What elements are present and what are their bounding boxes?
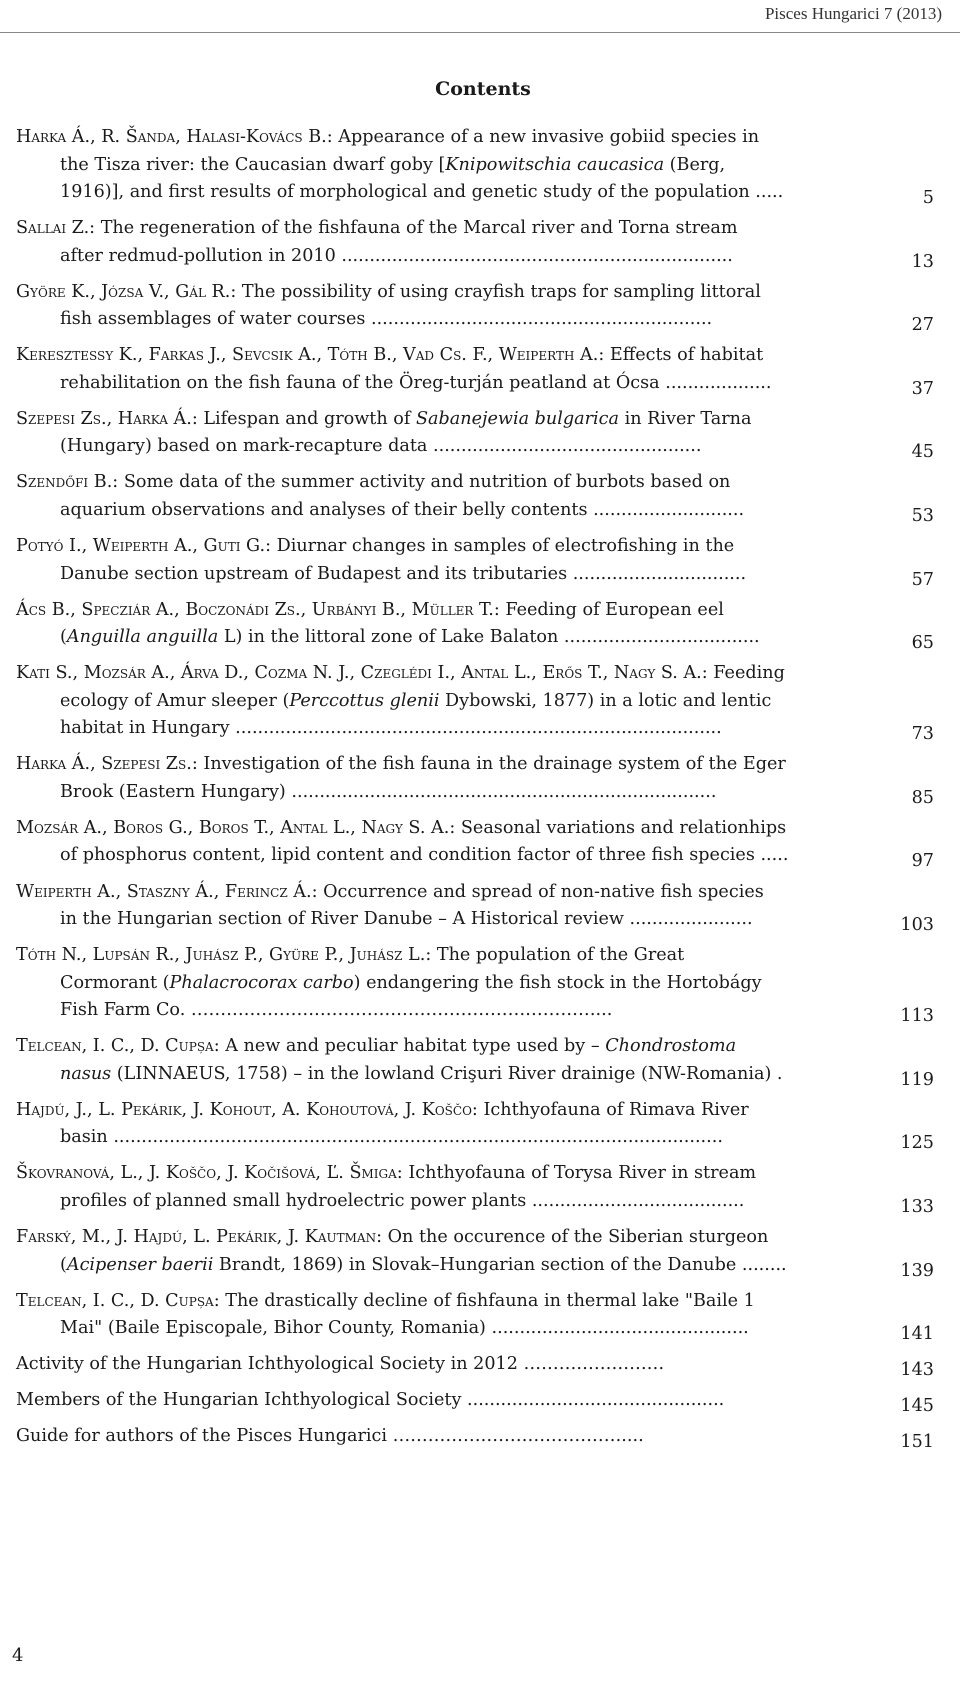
toc-authors: Tóth N., Lupsán R., Juhász P., Gyüre P., Juhász L. bbox=[16, 945, 426, 966]
toc-title-text: : Feeding bbox=[701, 663, 785, 684]
toc-entry[interactable] bbox=[16, 660, 936, 743]
toc-entry-line bbox=[16, 1033, 936, 1061]
toc-authors: Szendőfi B. bbox=[16, 472, 113, 493]
toc-title-text: Danube section upstream of Budapest and its tributaries ............................... bbox=[60, 563, 747, 584]
toc-authors: Škovranová, L., J. Koščo, J. Kočišová, Ľ. Šmiga bbox=[16, 1163, 397, 1184]
toc-page-number: 151 bbox=[900, 1432, 934, 1453]
toc-entry-line bbox=[16, 1061, 936, 1089]
toc-authors: Telcean, I. C., D. Cupșa bbox=[16, 1290, 214, 1311]
toc-page-number: 145 bbox=[900, 1396, 934, 1417]
toc-page-number: 85 bbox=[911, 787, 934, 808]
toc-title-text: of phosphorus content, lipid content and condition factor of three fish species ..... bbox=[60, 845, 789, 866]
toc-title-text: : Lifespan and growth of Sabanejewia bulgarica in River Tarna bbox=[191, 408, 752, 429]
toc-entry[interactable] bbox=[16, 469, 936, 524]
toc-authors: Ács B., Specziár A., Boczonádi Zs., Urbányi B., Müller T. bbox=[16, 599, 494, 620]
toc-page-number: 119 bbox=[900, 1069, 934, 1090]
toc-title-text: : Some data of the summer activity and nutrition of burbots based on bbox=[112, 472, 731, 493]
toc-entry[interactable] bbox=[16, 1387, 936, 1415]
toc-title-text: Activity of the Hungarian Ichthyological Society in 2012 …………………… bbox=[16, 1354, 665, 1375]
toc-page-number: 57 bbox=[911, 569, 934, 590]
toc-authors: Telcean, I. C., D. Cupșa bbox=[16, 1036, 214, 1057]
toc-title-text: fish assemblages of water courses ............................................................. bbox=[60, 309, 713, 330]
toc-title-text: aquarium observations and analyses of their belly contents ........................... bbox=[60, 499, 745, 520]
toc-entry[interactable] bbox=[16, 1033, 936, 1088]
toc-page-number: 37 bbox=[911, 378, 934, 399]
toc-entry-line bbox=[16, 688, 936, 716]
toc-page-number: 97 bbox=[911, 851, 934, 872]
toc-entry-line bbox=[16, 1124, 936, 1152]
toc-entry-line bbox=[16, 469, 936, 497]
toc-entry-line bbox=[16, 715, 936, 743]
journal-title: Pisces Hungarici 7 (2013) bbox=[764, 4, 942, 23]
toc-entry-line bbox=[16, 561, 936, 589]
toc-entry[interactable] bbox=[16, 942, 936, 1025]
toc-title-text: basin ............................................................................................................. bbox=[60, 1127, 723, 1148]
toc-entry-line bbox=[16, 152, 936, 180]
toc-title-text: : Ichthyofauna of Torysa River in stream bbox=[396, 1163, 757, 1184]
toc-entry-line bbox=[16, 1387, 936, 1415]
toc-entry-line bbox=[16, 1288, 936, 1316]
toc-entry-line bbox=[16, 997, 936, 1025]
toc-title-text: ecology of Amur sleeper (Perccottus glenii Dybowski, 1877) in a lotic and lentic bbox=[60, 690, 772, 711]
toc-title-text: Mai" (Baile Episcopale, Bihor County, Romania) .............................................. bbox=[60, 1318, 749, 1339]
toc-entry-line bbox=[16, 497, 936, 525]
toc-entry[interactable] bbox=[16, 533, 936, 588]
toc-entry[interactable] bbox=[16, 279, 936, 334]
toc-entry-line bbox=[16, 942, 936, 970]
toc-entry-line bbox=[16, 970, 936, 998]
toc-entry-line bbox=[16, 533, 936, 561]
toc-title-text: (Acipenser baerii Brandt, 1869) in Slovak–Hungarian section of the Danube ........ bbox=[60, 1254, 787, 1275]
toc-entry[interactable] bbox=[16, 215, 936, 270]
toc-page-number: 141 bbox=[900, 1324, 934, 1345]
toc-page-number: 133 bbox=[900, 1196, 934, 1217]
toc-title-text: Brook (Eastern Hungary) ............................................................................ bbox=[60, 781, 717, 802]
page-title: Contents bbox=[435, 78, 531, 100]
toc-title-text: (Hungary) based on mark-recapture data ................................................ bbox=[60, 436, 702, 457]
toc-entry[interactable] bbox=[16, 1288, 936, 1343]
toc-page-number: 53 bbox=[911, 505, 934, 526]
toc-entry-line bbox=[16, 342, 936, 370]
toc-entry-line bbox=[16, 751, 936, 779]
toc-entry[interactable] bbox=[16, 815, 936, 870]
toc-authors: Györe K., Józsa V., Gál R. bbox=[16, 281, 231, 302]
toc-entry[interactable] bbox=[16, 1224, 936, 1279]
toc-entry[interactable] bbox=[16, 406, 936, 461]
toc-entry-line bbox=[16, 1160, 936, 1188]
toc-entry-line bbox=[16, 779, 936, 807]
toc-entry-line bbox=[16, 906, 936, 934]
toc-title-text: : Ichthyofauna of Rimava River bbox=[471, 1099, 749, 1120]
toc-entry-line bbox=[16, 1252, 936, 1280]
toc-page-number: 65 bbox=[911, 633, 934, 654]
toc-entry-line bbox=[16, 370, 936, 398]
toc-entry-line bbox=[16, 1351, 936, 1379]
toc-page-number: 125 bbox=[900, 1133, 934, 1154]
toc-title-text: Cormorant (Phalacrocorax carbo) endangering the fish stock in the Hortobágy bbox=[60, 972, 762, 993]
toc-entry[interactable] bbox=[16, 342, 936, 397]
toc-title-text: the Tisza river: the Caucasian dwarf goby [Knipowitschia caucasica (Berg, bbox=[60, 154, 726, 175]
toc-title-text: in the Hungarian section of River Danube – A Historical review ...................... bbox=[60, 909, 753, 930]
toc-entry[interactable] bbox=[16, 879, 936, 934]
toc-authors: Mozsár A., Boros G., Boros T., Antal L., Nagy S. A. bbox=[16, 817, 450, 838]
toc-title-text: : Effects of habitat bbox=[598, 345, 764, 366]
toc-title-text: : Occurrence and spread of non-native fish species bbox=[311, 881, 764, 902]
toc-title-text: : The possibility of using crayfish traps for sampling littoral bbox=[230, 281, 761, 302]
toc-entry-line bbox=[16, 597, 936, 625]
toc-authors: Farský, M., J. Hajdú, L. Pekárik, J. Kautman bbox=[16, 1227, 377, 1247]
toc-entry-line bbox=[16, 1224, 936, 1252]
toc-page-number: 143 bbox=[900, 1360, 934, 1381]
toc-title-text: : The drastically decline of fishfauna in thermal lake "Baile 1 bbox=[213, 1290, 755, 1311]
toc-entry-line bbox=[16, 215, 936, 243]
toc-title-text: : Diurnar changes in samples of electrofishing in the bbox=[265, 536, 735, 557]
toc-title-text: profiles of planned small hydroelectric power plants ...................................... bbox=[60, 1190, 745, 1211]
toc-entry[interactable] bbox=[16, 124, 936, 207]
toc-entry-line bbox=[16, 815, 936, 843]
toc-page-number: 45 bbox=[911, 442, 934, 463]
toc-authors: Weiperth A., Staszny Á., Ferincz Á. bbox=[16, 881, 312, 902]
toc-entry[interactable] bbox=[16, 1160, 936, 1215]
toc-entry-line bbox=[16, 1423, 936, 1451]
toc-page-number: 5 bbox=[922, 188, 934, 208]
toc-page-number: 103 bbox=[900, 915, 934, 936]
toc-title-text: : A new and peculiar habitat type used by – Chondrostoma bbox=[213, 1036, 737, 1057]
toc-entry[interactable] bbox=[16, 1351, 936, 1379]
toc-entry-line bbox=[16, 1097, 936, 1125]
toc-entry-line bbox=[16, 1188, 936, 1216]
toc-title-text: Guide for authors of the Pisces Hungarici ………………………………….... bbox=[16, 1426, 644, 1447]
toc-authors: Keresztessy K., Farkas J., Sevcsik A., Tóth B., Vad Cs. F., Weiperth A. bbox=[16, 345, 599, 366]
toc-entry-line bbox=[16, 306, 936, 334]
toc-entry[interactable] bbox=[16, 597, 936, 652]
toc-entry-line bbox=[16, 1315, 936, 1343]
toc-title-text: habitat in Hungary ....................................................................................... bbox=[60, 718, 722, 739]
toc-title-text: Fish Farm Co. ……………………………………………………………... bbox=[60, 1000, 613, 1021]
toc-authors: Kati S., Mozsár A., Árva D., Cozma N. J., Czeglédi I., Antal L., Erős T., Nagy S. A. bbox=[16, 663, 702, 684]
toc-authors: Sallai Z. bbox=[16, 218, 90, 239]
toc-title-text: : Feeding of European eel bbox=[493, 599, 724, 620]
toc-authors: Szepesi Zs., Harka Á. bbox=[16, 408, 192, 429]
toc-page-number: 13 bbox=[911, 251, 934, 272]
toc-entry-line bbox=[16, 660, 936, 688]
toc-entry-line bbox=[16, 406, 936, 434]
toc-entry-line bbox=[16, 624, 936, 652]
toc-title-text: : The regeneration of the fishfauna of the Marcal river and Torna stream bbox=[89, 218, 738, 239]
toc-title-text: 1916)], and first results of morphological and genetic study of the population ..... bbox=[60, 182, 784, 202]
toc-page-number: 73 bbox=[911, 724, 934, 745]
toc-authors: Potyó I., Weiperth A., Guti G. bbox=[16, 536, 266, 557]
toc-entry-line bbox=[16, 879, 936, 907]
toc-page-number: 27 bbox=[911, 315, 934, 336]
toc-page-number: 113 bbox=[900, 1006, 934, 1027]
toc-title-text: : On the occurence of the Siberian sturgeon bbox=[376, 1227, 769, 1247]
toc-title-text: rehabilitation on the fish fauna of the Öreg-turján peatland at Ócsa ................... bbox=[60, 372, 772, 393]
toc-page-number: 139 bbox=[900, 1260, 934, 1281]
toc-entry-line bbox=[16, 842, 936, 870]
toc-title-text: : Appearance of a new invasive gobiid species in bbox=[326, 127, 760, 147]
toc-title-text: nasus (LINNAEUS, 1758) – in the lowland Crişuri River drainige (NW-Romania) . bbox=[60, 1063, 783, 1084]
toc-entry[interactable] bbox=[16, 1423, 936, 1451]
toc-title-text: : Investigation of the fish fauna in the drainage system of the Eger bbox=[191, 754, 786, 775]
toc-entry[interactable] bbox=[16, 751, 936, 806]
running-header bbox=[0, 0, 960, 33]
toc-entry[interactable] bbox=[16, 1097, 936, 1152]
page-number: 4 bbox=[12, 1645, 24, 1666]
toc-authors: Hajdú, J., L. Pekárik, J. Kohout, A. Kohoutová, J. Koščo bbox=[16, 1099, 472, 1120]
toc-entry-line bbox=[16, 433, 936, 461]
toc-entry-line bbox=[16, 279, 936, 307]
toc-authors: Harka Á., R. Šanda, Halasi-Kovács B. bbox=[16, 127, 327, 147]
toc-entry-line bbox=[16, 243, 936, 271]
toc-entry-line bbox=[16, 179, 936, 207]
toc-title-text: : Seasonal variations and relationhips bbox=[449, 817, 787, 838]
toc-title-text: (Anguilla anguilla L) in the littoral zone of Lake Balaton ................................... bbox=[60, 627, 760, 648]
toc-title-text: : The population of the Great bbox=[425, 945, 685, 966]
table-of-contents bbox=[16, 124, 936, 1459]
toc-title-text: Members of the Hungarian Ichthyological Society .............................................. bbox=[16, 1390, 725, 1411]
toc-authors: Harka Á., Szepesi Zs. bbox=[16, 754, 192, 775]
toc-entry-line bbox=[16, 124, 936, 152]
toc-title-text: after redmud-pollution in 2010 ...................................................................... bbox=[60, 245, 733, 266]
